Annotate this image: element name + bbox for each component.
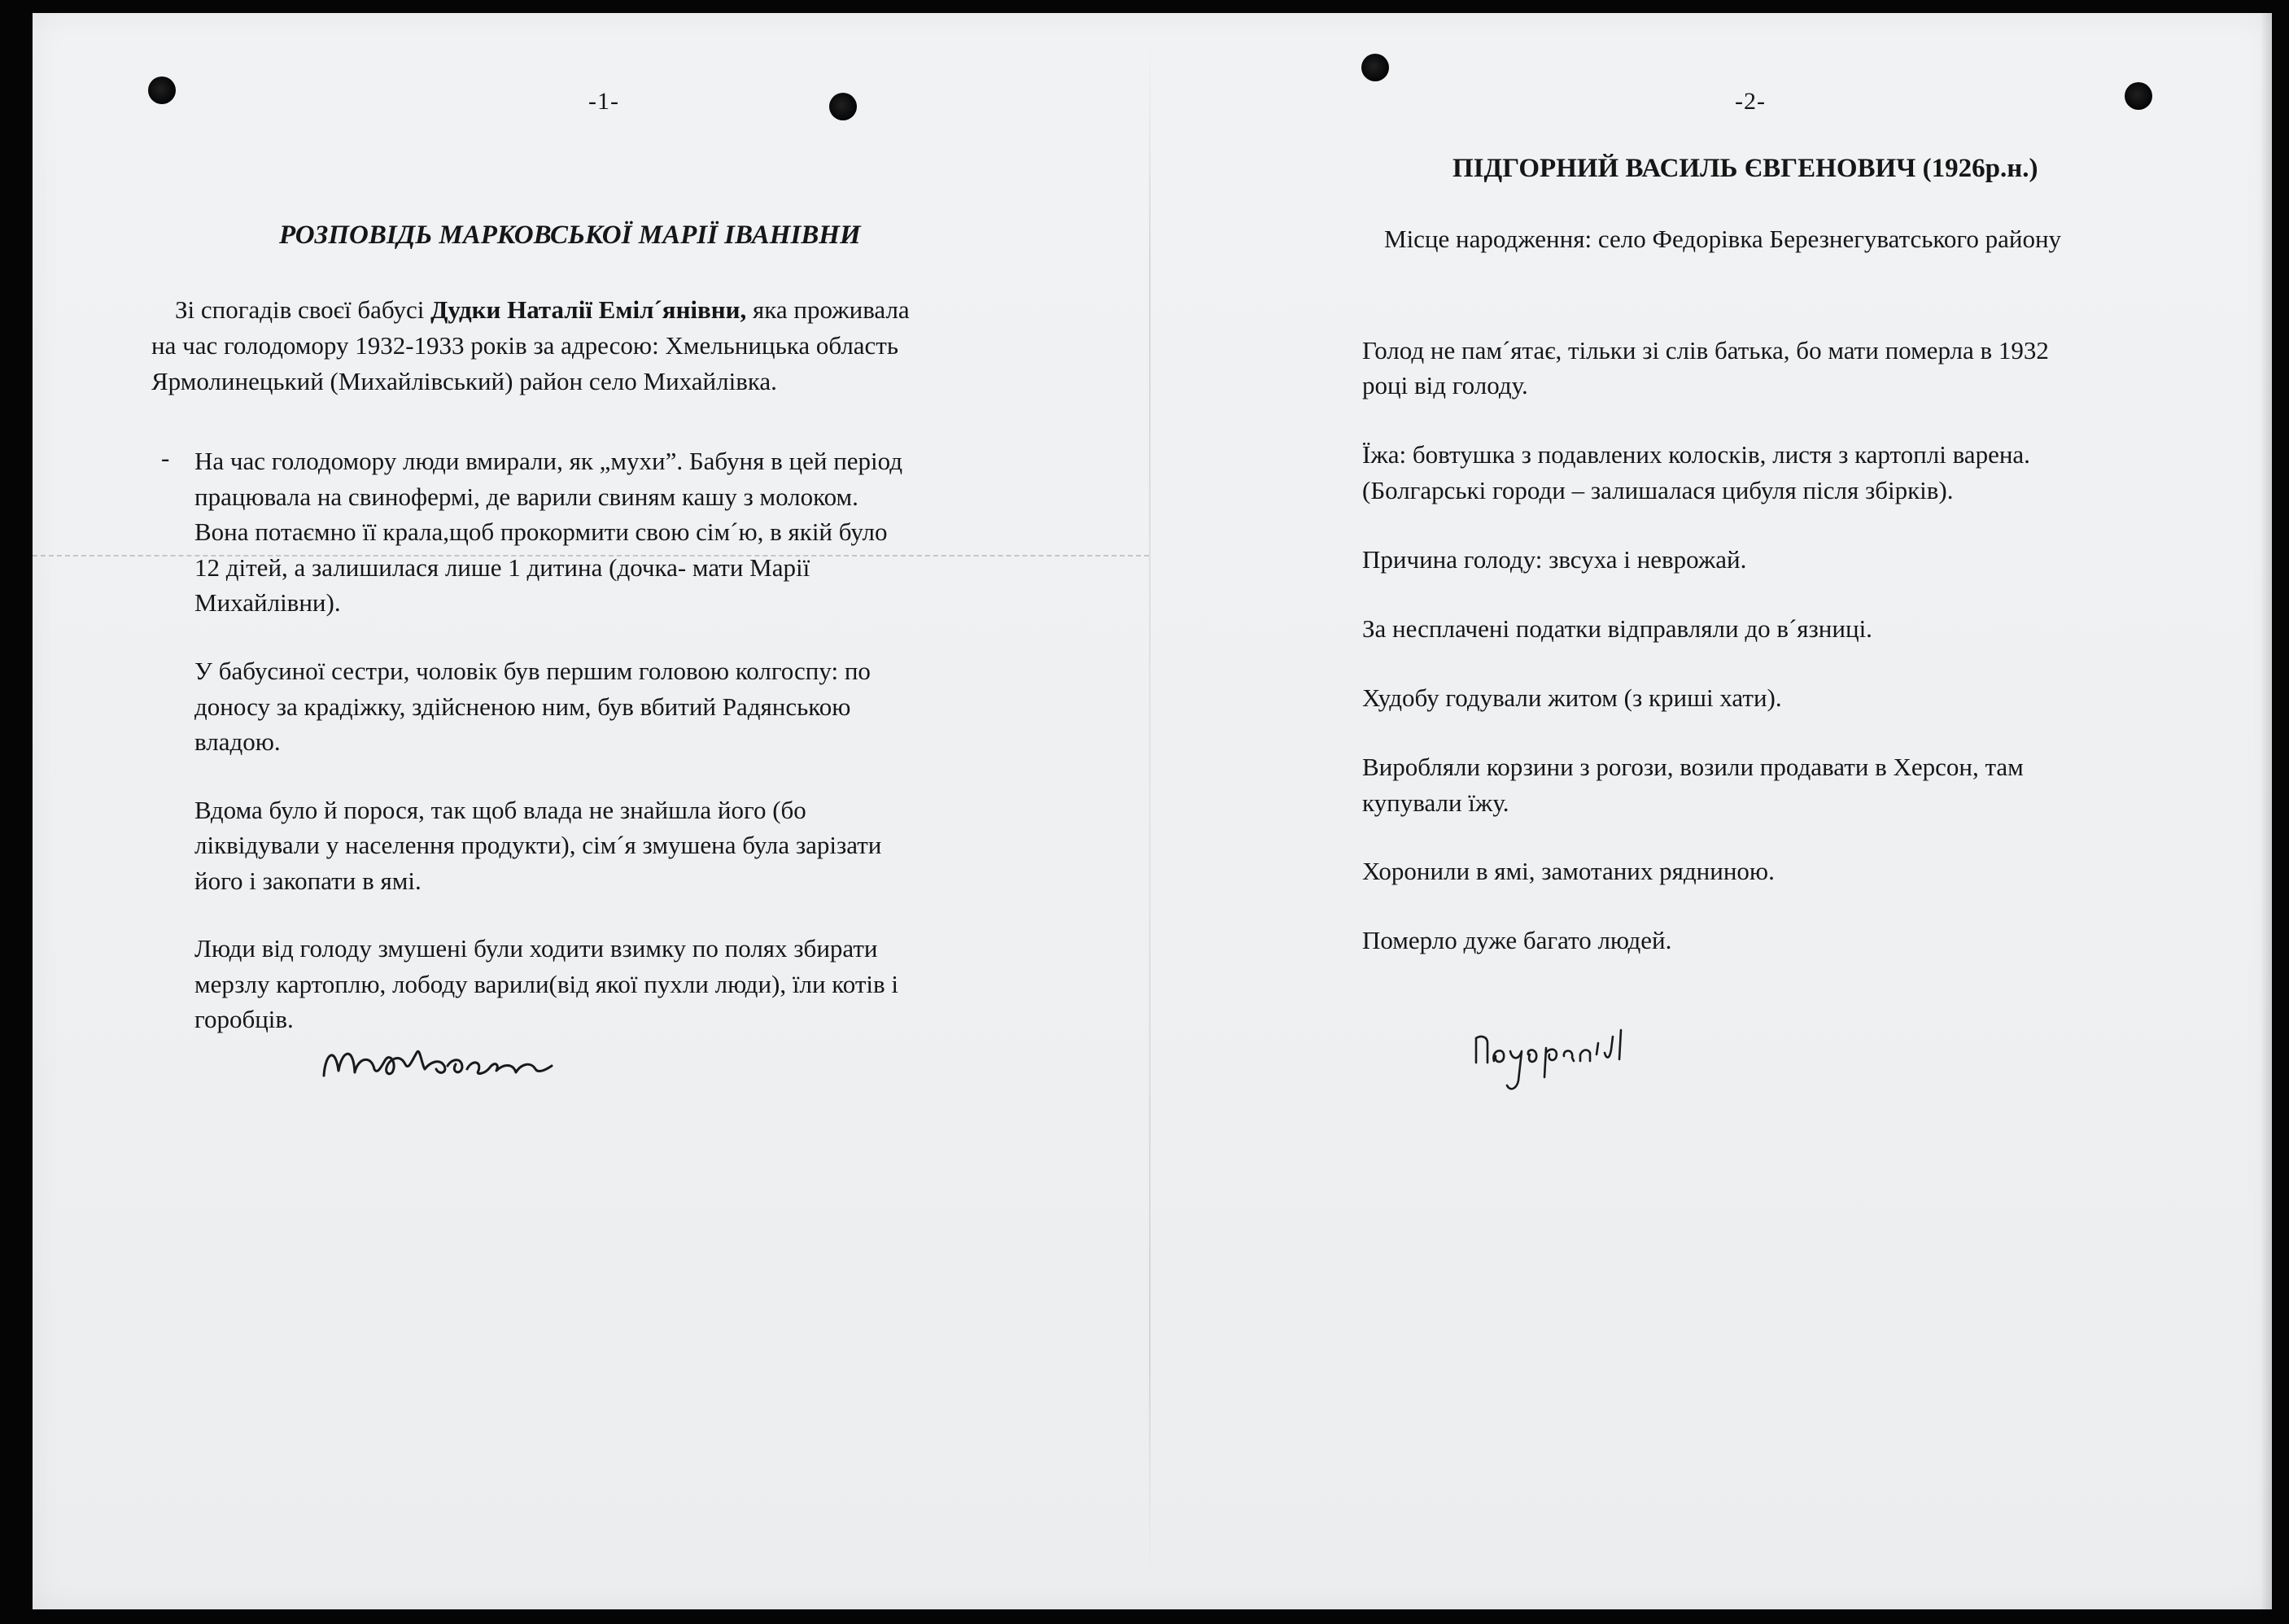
paper-sheet (33, 13, 2272, 1609)
paragraph-line: доносу за крадіжку, здійсненою ним, був вбитий Радянською (194, 692, 851, 721)
paragraph-line: Голод не пам´ятає, тільки зі слів батька, бо мати померла в 1932 (1362, 336, 2049, 365)
paragraph-line: владою. (194, 727, 281, 756)
bullet-marker: - (161, 443, 170, 472)
paragraph-line: За несплачені податки відправляли до в´язниці. (1362, 614, 1872, 643)
intro-line: на час голодомору 1932-1933 років за адресою: Хмельницька область (151, 331, 898, 360)
paragraph-line: Їжа: бовтушка з подавлених колосків, листя з картоплі варена. (1362, 440, 2030, 469)
intro-line: Зі спогадів своєї бабусі Дудки Наталії Еміл´янівни, яка проживала (175, 295, 910, 324)
intro-line: Ярмолинецький (Михайлівський) район село Михайлівка. (151, 367, 777, 395)
paragraph-line: Вона потаємно її крала,щоб прокормити свою сім´ю, в якій було (194, 517, 888, 546)
paragraph-line: Причина голоду: звсуха і неврожай. (1362, 545, 1747, 574)
paragraph-line: Люди від голоду змушені були ходити взимку по полях збирати (194, 934, 878, 963)
paragraph-line: (Болгарські городи – залишалася цибуля після збірків). (1362, 476, 1954, 504)
paragraph-line: працювала на свинофермі, де варили свиням кашу з молоком. (194, 482, 858, 511)
document-title: ПІДГОРНИЙ ВАСИЛЬ ЄВГЕНОВИЧ (1926р.н.) (1452, 154, 2038, 183)
paragraph-line: Хоронили в ямі, замотаних рядниною. (1362, 857, 1775, 885)
paragraph-line: 12 дітей, а залишилася лише 1 дитина (дочка- мати Марії (194, 553, 810, 582)
paragraph-line: Померло дуже багато людей. (1362, 926, 1672, 954)
page-number: -1- (588, 88, 619, 115)
paragraph-line: купували їжу. (1362, 788, 1509, 817)
paragraph-line: Виробляли корзини з рогози, возили продавати в Херсон, там (1362, 753, 2024, 781)
birthplace-line: Місце народження: село Федорівка Березнегуватського району (1384, 225, 2062, 253)
paragraph-line: його і закопати в ямі. (194, 867, 422, 895)
paragraph-line: Вдома було й порося, так щоб влада не знайшла його (бо (194, 796, 806, 824)
paragraph-line: ліквідували у населення продукти), сім´я змушена була зарізати (194, 831, 882, 859)
paragraph-line: мерзлу картоплю, лободу варили(від якої пухли люди), їли котів і (194, 970, 899, 998)
paragraph-line: році від голоду. (1362, 371, 1528, 399)
page-number: -2- (1735, 88, 1766, 115)
signature-pidhornyi (1470, 1014, 1649, 1103)
page-right (1151, 13, 2272, 1609)
paragraph-line: На час голодомору люди вмирали, як „мухи”. Бабуня в цей період (194, 447, 903, 475)
paragraph-line: Худобу годували житом (з криші хати). (1362, 683, 1782, 712)
grandmother-name: Дудки Наталії Еміл´янівни, (430, 295, 747, 324)
paragraph-line: горобців. (194, 1005, 294, 1033)
signature-markovska (317, 1028, 561, 1094)
page-left (33, 13, 1149, 1609)
paragraph-line: Михайлівни). (194, 588, 341, 617)
document-title: РОЗПОВІДЬ МАРКОВСЬКОЇ МАРІЇ ІВАНІВНИ (279, 220, 861, 250)
paragraph-line: У бабусиної сестри, чоловік був першим головою колгоспу: по (194, 657, 871, 685)
